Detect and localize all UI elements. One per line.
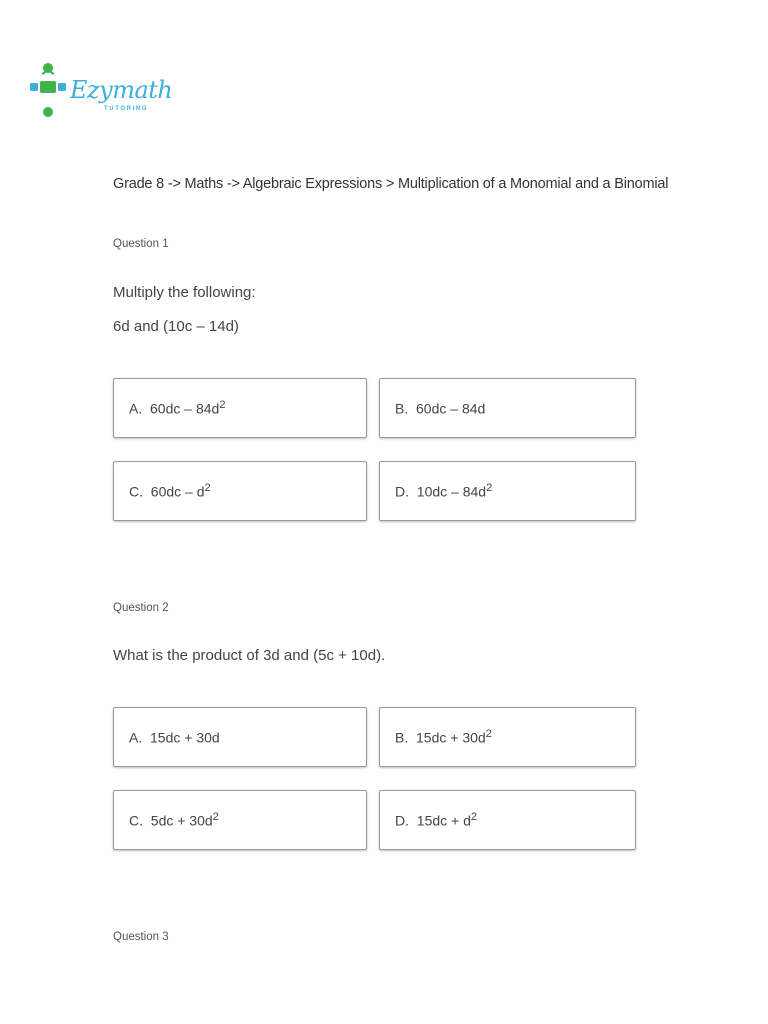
question-2-text-line-1: What is the product of 3d and (5c + 10d). [113, 647, 386, 664]
question-1-text-line-1: Multiply the following: [113, 284, 256, 301]
question-1-option-d[interactable]: D. $10dc - 84d^2$ [379, 461, 636, 521]
question-2-option-d[interactable]: D. $15dc + d^2$ [379, 790, 636, 850]
question-2-option-c[interactable]: C. $5dc + 30d^2$ [113, 790, 367, 850]
logo-name: Ezymath [70, 76, 173, 104]
question-1-label: Question 1 [113, 238, 169, 250]
question-2-label: Question 2 [113, 602, 169, 614]
question-1-option-c[interactable]: C. $60dc - d^2$ [113, 461, 367, 521]
question-3-label: Question 3 [113, 931, 169, 943]
question-1-option-b[interactable]: B. 60dc – 84d [379, 378, 636, 438]
question-2-option-b[interactable]: B. $15dc + 30d^2$ [379, 707, 636, 767]
question-2-option-a[interactable]: A. 15dc + 30d [113, 707, 367, 767]
logo-tagline: TUTORING [104, 106, 149, 112]
question-1-text-line-2: 6d and (10c – 14d) [113, 318, 239, 335]
question-1-option-a[interactable]: A. $60dc - 84d^2$ [113, 378, 367, 438]
breadcrumb: Grade 8 -> Maths -> Algebraic Expressions > Multiplication of a Monomial and a Binomial [113, 176, 669, 192]
